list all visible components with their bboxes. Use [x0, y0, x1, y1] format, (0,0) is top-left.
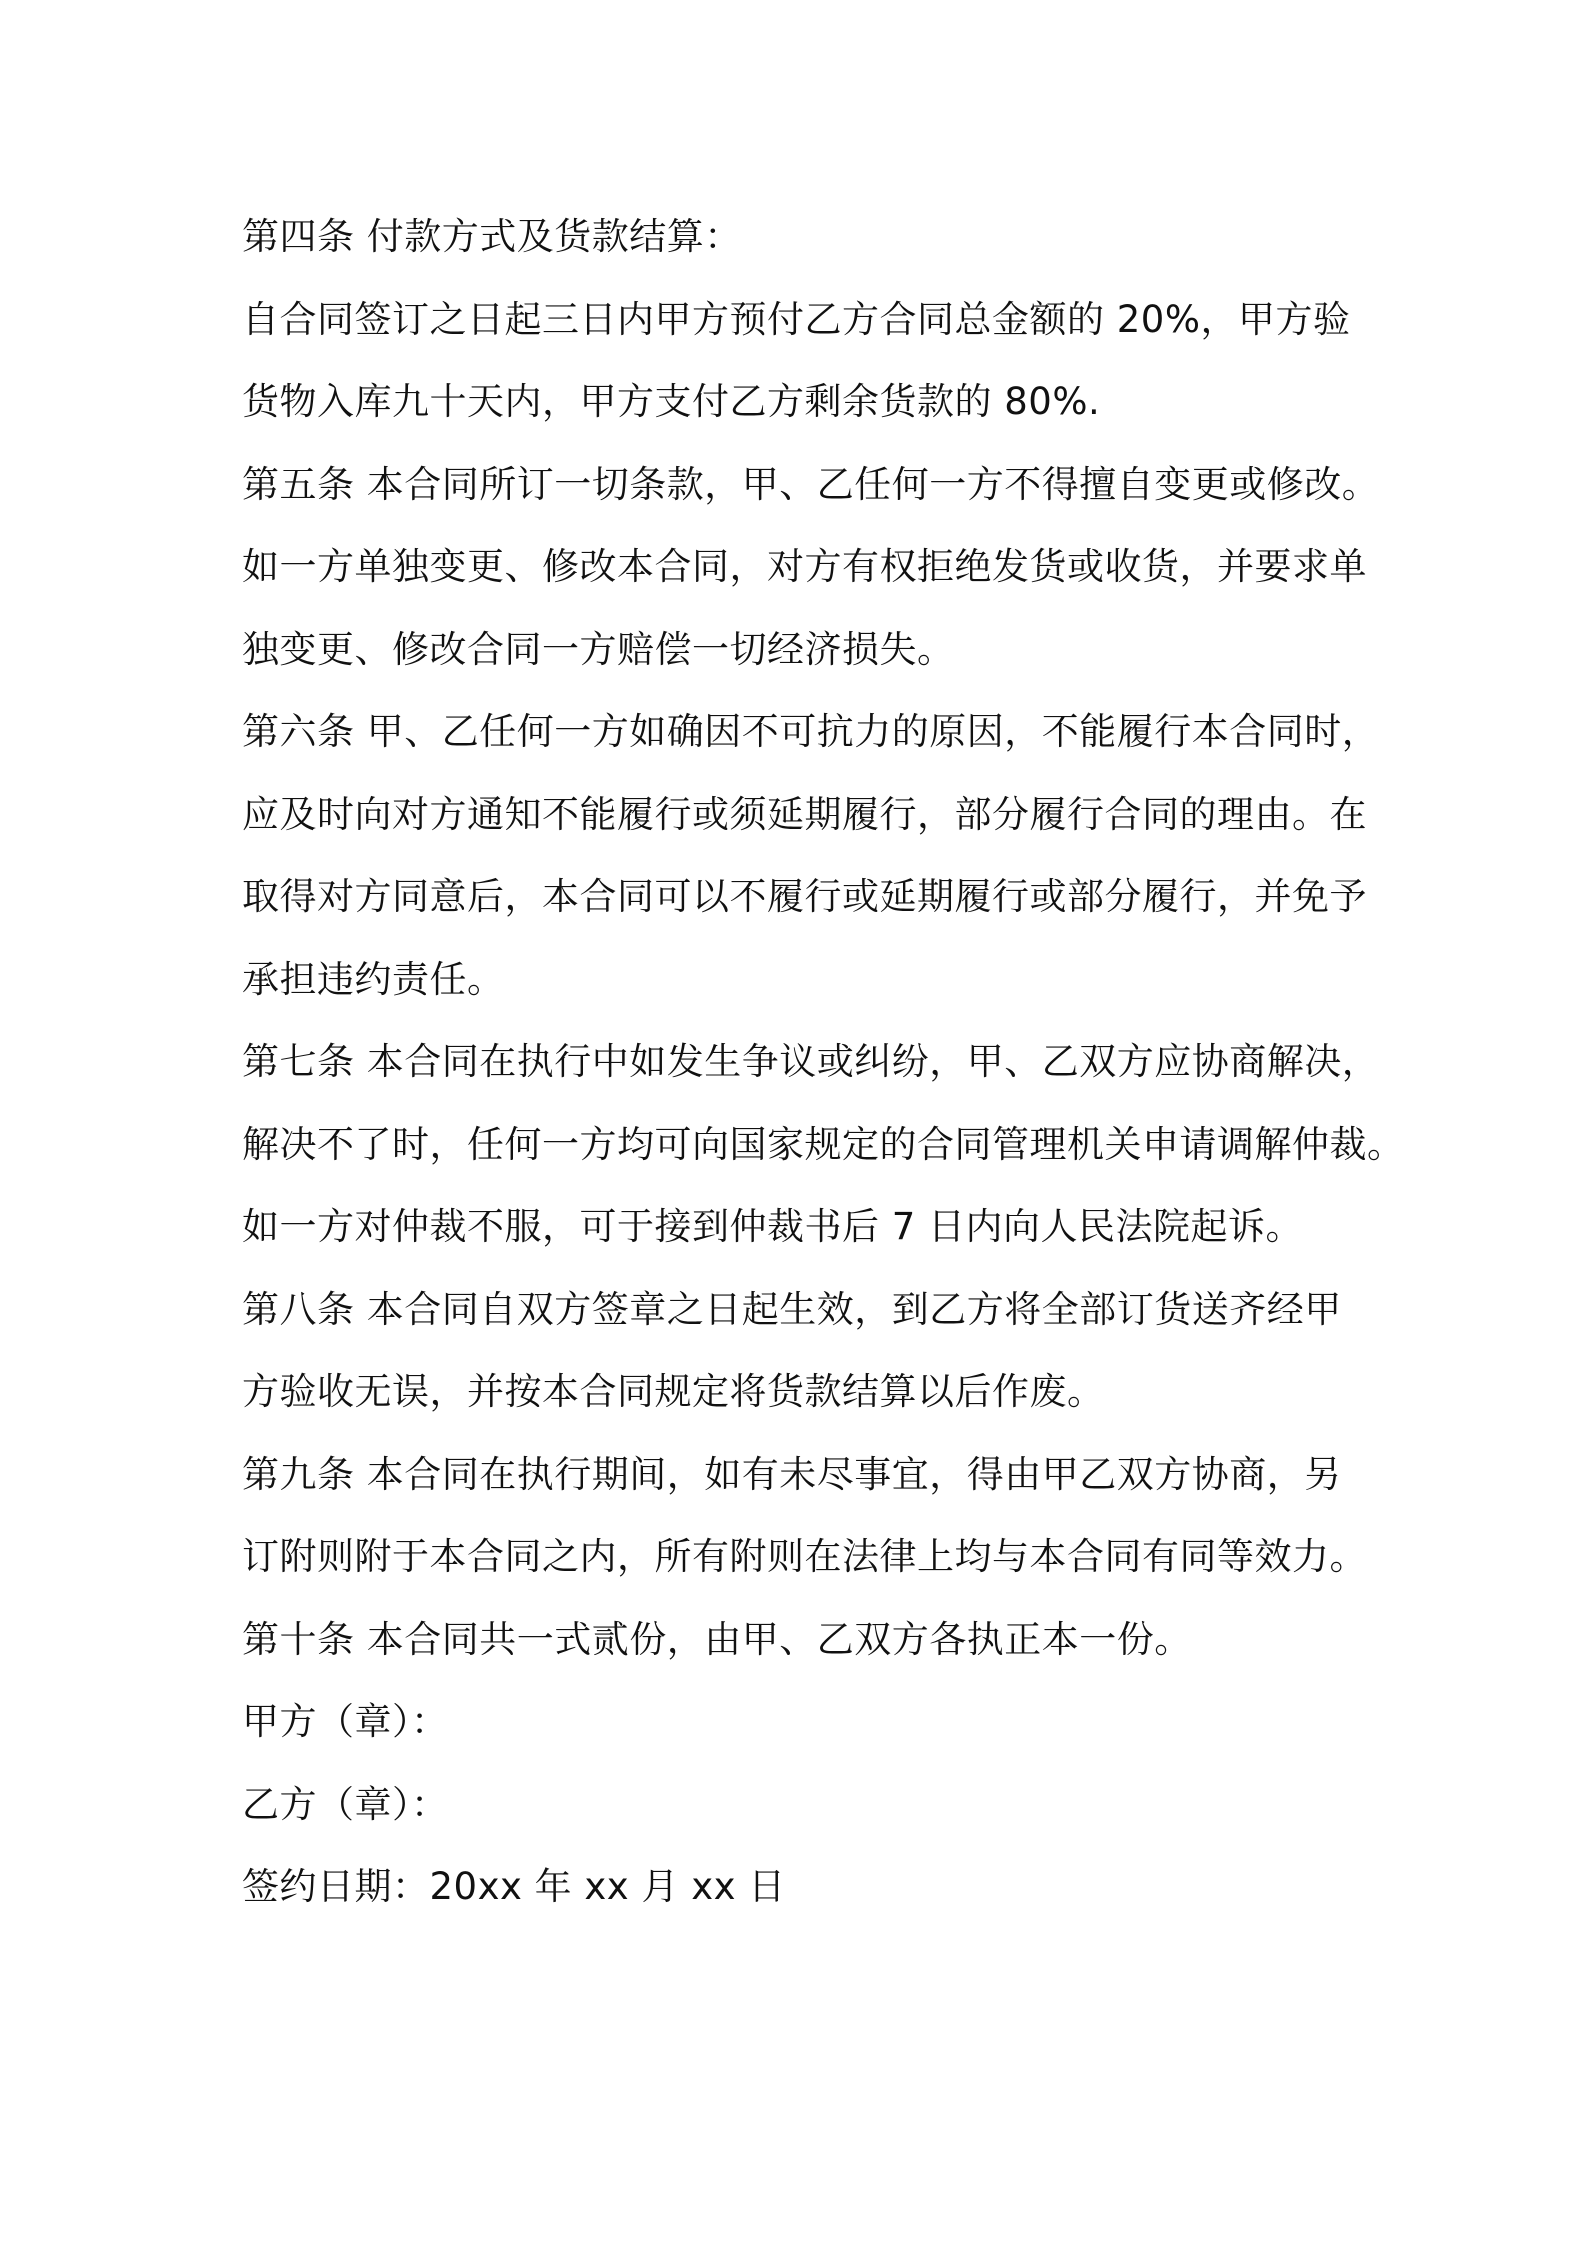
article-10-line-1: 第十条 本合同共一式贰份，由甲、乙双方各执正本一份。 — [242, 1617, 1192, 1661]
article-5-line-2: 如一方单独变更、修改本合同，对方有权拒绝发货或收货，并要求单 — [242, 545, 1367, 588]
article-8-line-2: 方验收无误，并按本合同规定将货款结算以后作废。 — [242, 1370, 1105, 1413]
article-4-text-line-2: 货物入库九十天内，甲方支付乙方剩余货款的 80%. — [242, 380, 1101, 423]
article-8-line-1: 第八条 本合同自双方签章之日起生效，到乙方将全部订货送齐经甲 — [242, 1287, 1342, 1331]
signing-date-line: 签约日期：20xx 年 xx 月 xx 日 — [242, 1865, 786, 1908]
article-4-text-line-1: 自合同签订之日起三日内甲方预付乙方合同总金额的 20%，甲方验 — [242, 297, 1351, 341]
party-b-seal-label: 乙方（章）： — [242, 1782, 449, 1826]
article-5-line-1: 第五条 本合同所订一切条款，甲、乙任何一方不得擅自变更或修改。 — [242, 462, 1380, 506]
contract-text — [242, 196, 1405, 1929]
article-6-line-4: 承担违约责任。 — [242, 957, 505, 1001]
article-7-line-2: 解决不了时，任何一方均可向国家规定的合同管理机关申请调解仲裁。 — [242, 1122, 1405, 1166]
article-6-line-3: 取得对方同意后，本合同可以不履行或延期履行或部分履行，并免予 — [242, 875, 1367, 918]
article-9-line-2: 订附则附于本合同之内，所有附则在法律上均与本合同有同等效力。 — [242, 1535, 1367, 1578]
article-9-line-1: 第九条 本合同在执行期间，如有未尽事宜，得由甲乙双方协商，另 — [242, 1452, 1342, 1496]
article-6-line-1: 第六条 甲、乙任何一方如确因不可抗力的原因，不能履行本合同时， — [242, 710, 1380, 753]
article-6-line-2: 应及时向对方通知不能履行或须延期履行，部分履行合同的理由。在 — [242, 792, 1367, 836]
party-a-seal-label: 甲方（章）： — [242, 1700, 449, 1743]
article-4-heading: 第四条 付款方式及货款结算： — [242, 215, 742, 258]
article-5-line-3: 独变更、修改合同一方赔偿一切经济损失。 — [242, 627, 955, 671]
article-7-line-3: 如一方对仲裁不服，可于接到仲裁书后 7 日内向人民法院起诉。 — [242, 1205, 1304, 1248]
article-7-line-1: 第七条 本合同在执行中如发生争议或纠纷，甲、乙双方应协商解决， — [242, 1040, 1380, 1083]
